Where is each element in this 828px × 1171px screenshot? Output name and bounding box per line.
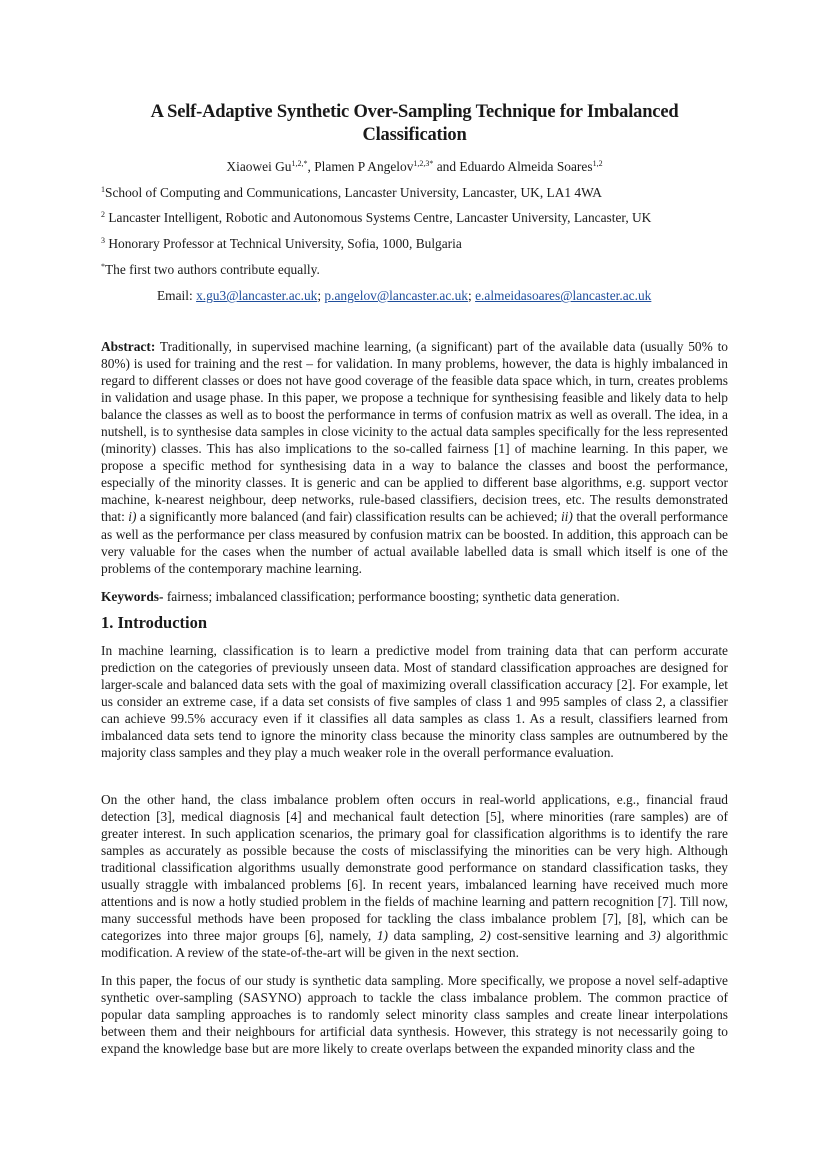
- keywords: [101, 589, 620, 605]
- affiliation-text: Honorary Professor at Technical University, Sofia, 1000, Bulgaria: [105, 236, 462, 251]
- affiliation-2: [101, 210, 651, 226]
- intro-enum: 1): [376, 928, 388, 944]
- affiliation-text: School of Computing and Communications, Lancaster University, Lancaster, UK, LA1 4WA: [105, 185, 602, 200]
- author-separator: and: [433, 159, 460, 174]
- email-label: Email:: [157, 288, 197, 303]
- section-heading-introduction: 1. Introduction: [101, 613, 208, 632]
- keywords-label: Keywords-: [101, 589, 164, 604]
- affiliation-mark: 2: [101, 210, 105, 219]
- intro-text: cost-sensitive learning and: [490, 928, 650, 944]
- intro-paragraph-3: In this paper, the focus of our study is synthetic data sampling. More specifically, we propose a novel self-adaptive synthetic over-sampling (SASYNO) approach to tackle the class imbalance problem. The common practice of popular data sampling approaches is to randomly select minority class samples and create linear interpolations between them and their neighbours for artificial data synthesis. However, this strategy is not necessarily going to expand the knowledge base but are more likely to create overlaps between the expanded minority class and the: [101, 973, 728, 1057]
- author-name: Plamen P Angelov: [314, 159, 414, 174]
- intro-paragraph-1: In machine learning, classification is to learn a predictive model from training data that can perform accurate prediction on the categories of previously unseen data. Most of standard classification approaches are designed for larger-scale and balanced data sets with the goal of maximizing overall classification accuracy [2]. For example, let us consider an extreme case, if a data set consists of five samples of class 1 and 995 samples of class 2, a classifier can achieve 99.5% accuracy even if it classifies all data samples as class 1. As a result, classifiers learned from imbalanced data sets tend to ignore the minority class because the minority class samples are outnumbered by the majority class samples and they play a much weaker role in the overall performance evaluation.: [101, 643, 728, 761]
- note-text: The first two authors contribute equally.: [105, 262, 320, 277]
- email-link-soares[interactable]: e.almeidasoares@lancaster.ac.uk: [475, 288, 652, 303]
- keywords-text: fairness; imbalanced classification; performance boosting; synthetic data generation.: [163, 589, 620, 604]
- abstract: [101, 338, 728, 577]
- intro-text: On the other hand, the class imbalance problem often occurs in real-world applications, e.g., financial fraud detection [3], medical diagnosis [4] and mechanical fault detection [5], where minorities (rare samples) are of greater interest. In such application scenarios, the primary goal for classification algorithms is to identify the rare samples as accurately as possible because the costs of misclassifying the minorities can be very high. Although traditional classification algorithms usually demonstrate good performance on standard classification tasks, they usually straggle with imbalanced problems [6]. In recent years, imbalanced learning have received much more attentions and is now a hotly studied problem in the fields of machine learning and pattern recognition [7]. Till now, many successful methods have been proposed for tackling the class imbalance problem [7], [8], which can be categorizes into three major groups [6], namely,: [101, 792, 728, 944]
- footnote-mark: *: [101, 262, 105, 271]
- abstract-enum: i): [128, 509, 137, 525]
- affiliation-mark: 1: [101, 185, 105, 194]
- author-name: Xiaowei Gu: [226, 159, 292, 174]
- intro-paragraph-2: [101, 791, 728, 961]
- author-affiliation-mark: 1,2: [592, 159, 603, 168]
- author-separator: ,: [307, 159, 315, 174]
- affiliation-1: [101, 185, 602, 201]
- email-link-angelov[interactable]: p.angelov@lancaster.ac.uk: [324, 288, 468, 303]
- email-separator: ;: [468, 288, 476, 303]
- author-affiliation-mark: 1,2,*: [291, 159, 308, 168]
- affiliation-3: [101, 236, 462, 252]
- affiliation-text: Lancaster Intelligent, Robotic and Autonomous Systems Centre, Lancaster University, Lancaster, UK: [105, 210, 652, 225]
- email-link-gu[interactable]: x.gu3@lancaster.ac.uk: [196, 288, 318, 303]
- abstract-text: a significantly more balanced (and fair) classification results can be achieved;: [136, 509, 561, 525]
- author-list: [101, 159, 728, 175]
- abstract-enum: ii): [560, 509, 573, 525]
- intro-enum: 2): [479, 928, 491, 944]
- abstract-text: that the overall performance as well as the performance per class measured by confusion matrix can be boosted. In addition, this approach can be very valuable for the cases when the number of actual available labelled data is small which itself is one of the problems of the contemporary machine learning.: [101, 509, 728, 576]
- author-name: Eduardo Almeida Soares: [459, 159, 593, 174]
- intro-text: data sampling,: [387, 928, 480, 944]
- intro-enum: 3): [649, 928, 661, 944]
- email-separator: ;: [317, 288, 325, 303]
- equal-contribution-note: [101, 262, 320, 278]
- author-affiliation-mark: 1,2,3*: [413, 159, 434, 168]
- intro-text: algorithmic modification. A review of the state-of-the-art will be given in the next section.: [101, 928, 728, 961]
- abstract-text: Traditionally, in supervised machine learning, (a significant) part of the available data (usually 50% to 80%) is used for training and the rest – for validation. In many problems, however, the data is highly imbalanced in regard to different classes or does not have good coverage of the feasible data space which, in turn, creates problems in validation and usage phase. In this paper, we propose a technique for synthesising feasible and likely data to help balance the classes as well as to boost the performance in terms of confusion matrix as well as overall. The idea, in a nutshell, is to synthesise data samples in close vicinity to the actual data samples specifically for the less represented (minority) classes. This has also implications to the so-called fairness [1] of machine learning. In this paper, we propose a specific method for synthesising data in a way to balance the classes and boost the performance, especially of the minority classes. It is generic and can be applied to different base algorithms, e.g. support vector machine, k-nearest neighbour, deep networks, rule-based classifiers, decision trees, etc. The results demonstrated that:: [101, 339, 728, 525]
- email-line: [157, 288, 651, 304]
- affiliation-mark: 3: [101, 236, 105, 245]
- paper-title: A Self-Adaptive Synthetic Over-Sampling Technique for Imbalanced Classification: [150, 102, 679, 145]
- abstract-label: Abstract:: [101, 339, 156, 354]
